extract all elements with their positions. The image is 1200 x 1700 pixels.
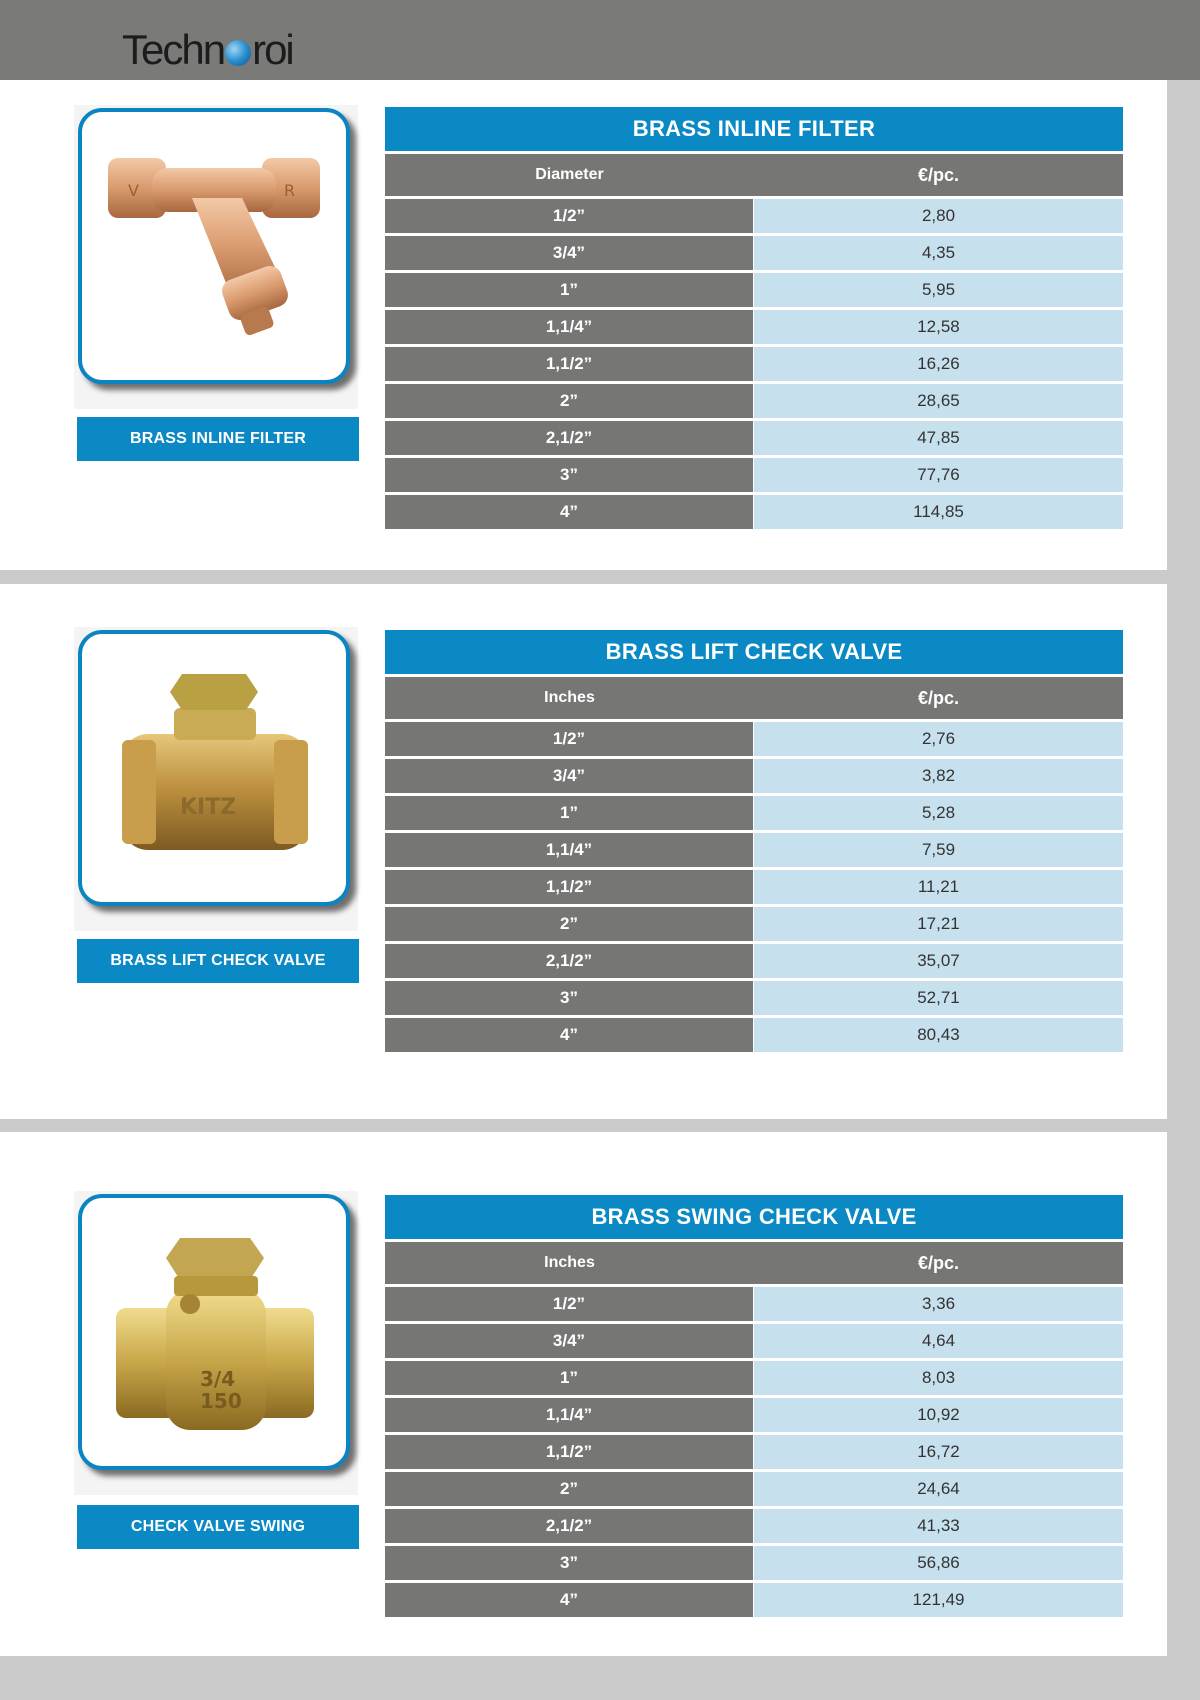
table-header-row — [385, 154, 1123, 196]
product-section-lift-check-valve — [0, 584, 1167, 1119]
table-row — [385, 759, 1123, 793]
size-cell: 1,1/2” — [385, 1435, 753, 1469]
product-photo-card — [78, 630, 350, 906]
table-row — [385, 199, 1123, 233]
size-cell: 1/2” — [385, 722, 753, 756]
size-cell: 2” — [385, 907, 753, 941]
size-cell: 4” — [385, 1583, 753, 1617]
price-cell: 3,82 — [754, 759, 1123, 793]
size-cell: 1” — [385, 1361, 753, 1395]
table-row — [385, 1583, 1123, 1617]
product-section-inline-filter — [0, 80, 1167, 570]
product-image-frame — [74, 1191, 358, 1495]
product-photo-card — [78, 108, 350, 384]
table-row — [385, 1398, 1123, 1432]
price-cell: 121,49 — [754, 1583, 1123, 1617]
size-cell: 3/4” — [385, 236, 753, 270]
price-table — [385, 1195, 1123, 1617]
column-header-size: Inches — [544, 1254, 595, 1271]
product-image-frame — [74, 105, 358, 409]
size-cell: 1,1/4” — [385, 833, 753, 867]
price-cell: 5,95 — [754, 273, 1123, 307]
size-cell: 2” — [385, 1472, 753, 1506]
logo-text-end: roi — [252, 26, 293, 73]
price-cell: 7,59 — [754, 833, 1123, 867]
price-cell: 5,28 — [754, 796, 1123, 830]
svg-text:150: 150 — [200, 1389, 242, 1413]
size-cell: 1/2” — [385, 199, 753, 233]
price-cell: 3,36 — [754, 1287, 1123, 1321]
price-cell: 47,85 — [754, 421, 1123, 455]
svg-text:V: V — [128, 181, 139, 200]
price-cell: 8,03 — [754, 1361, 1123, 1395]
inline-filter-photo — [82, 112, 346, 380]
table-title: BRASS INLINE FILTER — [385, 107, 1123, 151]
globe-icon — [225, 40, 251, 66]
table-row — [385, 1018, 1123, 1052]
right-margin-strip — [1167, 80, 1200, 1700]
size-cell: 1,1/4” — [385, 1398, 753, 1432]
price-cell: 28,65 — [754, 384, 1123, 418]
size-cell: 3/4” — [385, 1324, 753, 1358]
price-cell: 10,92 — [754, 1398, 1123, 1432]
product-caption: CHECK VALVE SWING — [77, 1505, 359, 1549]
product-image-frame — [74, 627, 358, 931]
price-cell: 12,58 — [754, 310, 1123, 344]
page-header — [0, 0, 1200, 80]
size-cell: 2,1/2” — [385, 421, 753, 455]
price-cell: 17,21 — [754, 907, 1123, 941]
table-row — [385, 1287, 1123, 1321]
table-row — [385, 458, 1123, 492]
column-header-size: Diameter — [535, 166, 604, 183]
table-row — [385, 347, 1123, 381]
table-row — [385, 310, 1123, 344]
product-photo-card — [78, 1194, 350, 1470]
table-row — [385, 236, 1123, 270]
table-row — [385, 981, 1123, 1015]
price-cell: 16,72 — [754, 1435, 1123, 1469]
price-cell: 35,07 — [754, 944, 1123, 978]
lift-check-valve-photo — [82, 634, 346, 902]
product-caption: BRASS INLINE FILTER — [77, 417, 359, 461]
size-cell: 1” — [385, 796, 753, 830]
price-cell: 41,33 — [754, 1509, 1123, 1543]
price-cell: 80,43 — [754, 1018, 1123, 1052]
table-row — [385, 944, 1123, 978]
price-cell: 16,26 — [754, 347, 1123, 381]
table-row — [385, 1472, 1123, 1506]
table-row — [385, 1509, 1123, 1543]
size-cell: 2,1/2” — [385, 944, 753, 978]
column-header-price: €/pc. — [917, 1252, 960, 1273]
table-row — [385, 1361, 1123, 1395]
size-cell: 4” — [385, 1018, 753, 1052]
svg-text:R: R — [284, 181, 296, 200]
svg-text:3/4: 3/4 — [200, 1367, 236, 1391]
logo-text-start: Techn — [122, 26, 225, 73]
price-cell: 4,64 — [754, 1324, 1123, 1358]
size-cell: 1,1/2” — [385, 347, 753, 381]
table-title: BRASS SWING CHECK VALVE — [385, 1195, 1123, 1239]
size-cell: 2,1/2” — [385, 1509, 753, 1543]
brand-logo[interactable] — [122, 26, 293, 74]
table-row — [385, 796, 1123, 830]
column-header-price: €/pc. — [917, 164, 960, 185]
size-cell: 3” — [385, 1546, 753, 1580]
price-cell: 77,76 — [754, 458, 1123, 492]
table-header-row — [385, 1242, 1123, 1284]
price-cell: 24,64 — [754, 1472, 1123, 1506]
table-header-row — [385, 677, 1123, 719]
price-cell: 114,85 — [754, 495, 1123, 529]
table-row — [385, 495, 1123, 529]
size-cell: 2” — [385, 384, 753, 418]
swing-check-valve-photo — [82, 1198, 346, 1466]
table-row — [385, 1546, 1123, 1580]
size-cell: 3” — [385, 458, 753, 492]
table-row — [385, 273, 1123, 307]
table-row — [385, 421, 1123, 455]
table-row — [385, 907, 1123, 941]
size-cell: 1,1/2” — [385, 870, 753, 904]
price-table — [385, 630, 1123, 1052]
size-cell: 3/4” — [385, 759, 753, 793]
product-section-swing-check-valve — [0, 1132, 1167, 1656]
table-row — [385, 1435, 1123, 1469]
price-cell: 56,86 — [754, 1546, 1123, 1580]
price-cell: 11,21 — [754, 870, 1123, 904]
column-header-size: Inches — [544, 689, 595, 706]
size-cell: 3” — [385, 981, 753, 1015]
table-row — [385, 833, 1123, 867]
svg-text:KITZ: KITZ — [180, 795, 237, 820]
product-caption: BRASS LIFT CHECK VALVE — [77, 939, 359, 983]
size-cell: 1/2” — [385, 1287, 753, 1321]
size-cell: 4” — [385, 495, 753, 529]
table-row — [385, 722, 1123, 756]
table-row — [385, 870, 1123, 904]
table-row — [385, 1324, 1123, 1358]
price-cell: 2,76 — [754, 722, 1123, 756]
price-cell: 52,71 — [754, 981, 1123, 1015]
price-table — [385, 107, 1123, 529]
column-header-price: €/pc. — [917, 687, 960, 708]
price-cell: 2,80 — [754, 199, 1123, 233]
size-cell: 1” — [385, 273, 753, 307]
size-cell: 1,1/4” — [385, 310, 753, 344]
table-title: BRASS LIFT CHECK VALVE — [385, 630, 1123, 674]
price-cell: 4,35 — [754, 236, 1123, 270]
table-row — [385, 384, 1123, 418]
